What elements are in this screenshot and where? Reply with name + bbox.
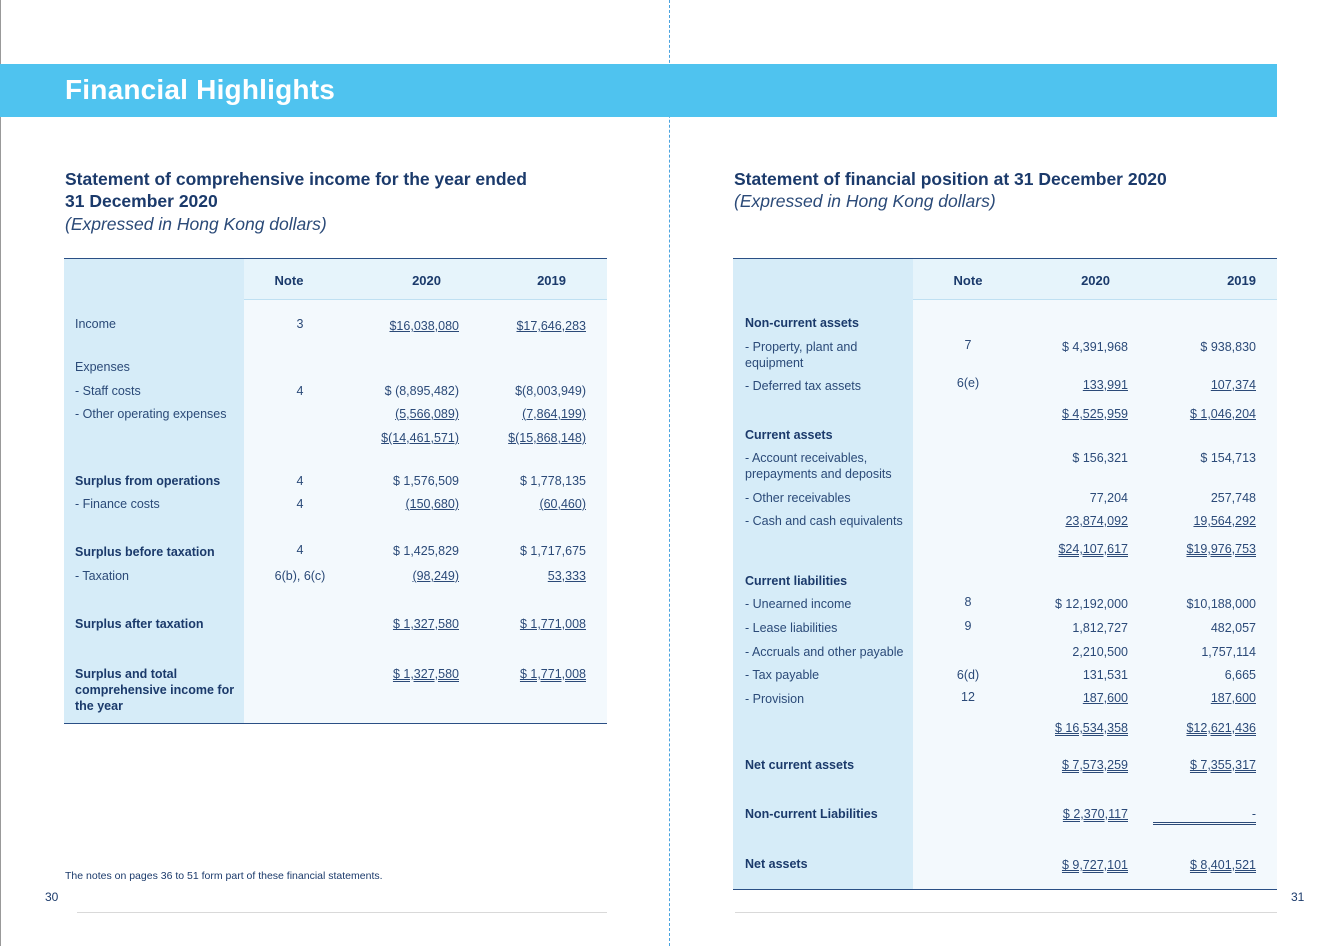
position-col-2019: 2019 xyxy=(1227,273,1256,288)
net-current-assets-label: Net current assets xyxy=(745,758,855,772)
staff-costs-note: 4 xyxy=(296,384,304,398)
provision-2020: 187,600 xyxy=(1082,691,1128,705)
cash-equivalents-label: - Cash and cash equivalents xyxy=(745,514,903,528)
cash-equivalents-2019: 19,564,292 xyxy=(1193,514,1256,528)
surplus-after-taxation-2020: $ 1,327,580 xyxy=(392,617,459,631)
income-col-note: Note xyxy=(274,273,304,288)
income-col-2020: 2020 xyxy=(412,273,441,288)
lease-liabilities-2020: 1,812,727 xyxy=(1072,621,1128,635)
current-liabilities-total-2020: $ 16,534,358 xyxy=(1055,721,1128,735)
total-comprehensive-income-2020: $ 1,327,580 xyxy=(392,667,459,681)
non-current-assets-total-2020: $ 4,525,959 xyxy=(1061,407,1128,421)
tax-payable-2019: 6,665 xyxy=(1224,668,1256,682)
other-receivables-2019: 257,748 xyxy=(1210,491,1256,505)
net-current-assets-2020: $ 7,573,259 xyxy=(1061,758,1128,772)
accruals-2020: 2,210,500 xyxy=(1072,645,1128,659)
total-comprehensive-income-2019: $ 1,771,008 xyxy=(519,667,586,681)
income-statement-subheading: (Expressed in Hong Kong dollars) xyxy=(65,214,327,234)
statement-footnote: The notes on pages 36 to 51 form part of these financial statements. xyxy=(65,870,383,882)
financial-position-heading: Statement of financial position at 31 December 2020 xyxy=(734,169,1167,189)
expenses-label: Expenses xyxy=(75,360,130,374)
ppe-2019: $ 938,830 xyxy=(1200,340,1256,354)
finance-costs-2019: (60,460) xyxy=(539,497,586,511)
net-assets-2019: $ 8,401,521 xyxy=(1189,858,1256,872)
income-col-2019: 2019 xyxy=(537,273,566,288)
taxation-note: 6(b), 6(c) xyxy=(274,569,326,583)
finance-costs-2020: (150,680) xyxy=(405,497,459,511)
taxation-label: - Taxation xyxy=(75,569,129,583)
bottom-rule-right xyxy=(735,912,1277,913)
non-current-liabilities-2020: $ 2,370,117 xyxy=(1062,807,1128,821)
position-col-note: Note xyxy=(953,273,983,288)
tax-payable-2020: 131,531 xyxy=(1082,668,1128,682)
other-receivables-2020: 77,204 xyxy=(1089,491,1128,505)
staff-costs-label: - Staff costs xyxy=(75,384,141,398)
accruals-label: - Accruals and other payable xyxy=(745,645,904,659)
tax-payable-label: - Tax payable xyxy=(745,668,820,682)
page-edge-rule xyxy=(0,0,1,946)
provision-2019: 187,600 xyxy=(1210,691,1256,705)
deferred-tax-assets-2020: 133,991 xyxy=(1082,378,1128,392)
total-expenses-2019: $(15,868,148) xyxy=(508,431,586,445)
surplus-before-taxation-label: Surplus before taxation xyxy=(75,545,215,559)
title-banner xyxy=(0,64,1277,117)
page-number-left: 30 xyxy=(45,890,59,904)
unearned-income-2019: $10,188,000 xyxy=(1186,597,1256,611)
other-operating-expenses-2020: (5,566,089) xyxy=(395,407,459,421)
account-receivables-label: - Account receivables, prepayments and deposits xyxy=(745,451,892,481)
income-statement-table xyxy=(64,258,607,724)
tax-payable-note: 6(d) xyxy=(956,668,980,682)
income-row-note: 3 xyxy=(296,317,304,331)
surplus-before-taxation-note: 4 xyxy=(296,543,304,557)
current-assets-label: Current assets xyxy=(745,428,833,442)
surplus-after-taxation-2019: $ 1,771,008 xyxy=(519,617,586,631)
current-assets-total-2019: $19,976,753 xyxy=(1186,542,1256,556)
finance-costs-label: - Finance costs xyxy=(75,497,160,511)
financial-position-table xyxy=(733,258,1277,890)
current-assets-total-2020: $24,107,617 xyxy=(1058,542,1128,556)
income-heading-line-2: 31 December 2020 xyxy=(65,191,218,211)
finance-costs-note: 4 xyxy=(296,497,304,511)
provision-label: - Provision xyxy=(745,692,805,706)
account-receivables-2019: $ 154,713 xyxy=(1200,451,1256,465)
position-col-2020: 2020 xyxy=(1081,273,1110,288)
ppe-2020: $ 4,391,968 xyxy=(1061,340,1128,354)
non-current-liabilities-2019: - xyxy=(1153,806,1256,825)
current-liabilities-total-2019: $12,621,436 xyxy=(1186,721,1256,735)
bottom-rule-left xyxy=(77,912,607,913)
surplus-from-operations-2019: $ 1,778,135 xyxy=(519,474,586,488)
other-receivables-label: - Other receivables xyxy=(745,491,851,505)
page-gutter-divider xyxy=(669,0,670,946)
non-current-assets-total-2019: $ 1,046,204 xyxy=(1189,407,1256,421)
ppe-label: - Property, plant and equipment xyxy=(745,340,858,370)
surplus-from-operations-note: 4 xyxy=(296,474,304,488)
non-current-liabilities-label: Non-current Liabilities xyxy=(745,807,878,821)
income-heading-line-1: Statement of comprehensive income for the year ended xyxy=(65,169,527,189)
net-assets-2020: $ 9,727,101 xyxy=(1061,858,1128,872)
deferred-tax-assets-label: - Deferred tax assets xyxy=(745,379,862,393)
surplus-from-operations-label: Surplus from operations xyxy=(75,474,221,488)
unearned-income-label: - Unearned income xyxy=(745,597,852,611)
lease-liabilities-2019: 482,057 xyxy=(1210,621,1256,635)
staff-costs-2020: $ (8,895,482) xyxy=(384,384,459,398)
accruals-2019: 1,757,114 xyxy=(1201,645,1256,659)
non-current-assets-label: Non-current assets xyxy=(745,316,859,330)
income-statement-heading xyxy=(65,168,527,212)
taxation-2020: (98,249) xyxy=(412,569,459,583)
income-row-2019: $17,646,283 xyxy=(516,319,586,333)
page-number-right: 31 xyxy=(1291,890,1305,904)
current-liabilities-label: Current liabilities xyxy=(745,574,848,588)
ppe-note: 7 xyxy=(964,338,972,352)
account-receivables-2020: $ 156,321 xyxy=(1072,451,1128,465)
other-operating-expenses-label: - Other operating expenses xyxy=(75,407,227,421)
page-title: Financial Highlights xyxy=(65,74,336,105)
other-operating-expenses-2019: (7,864,199) xyxy=(522,407,586,421)
surplus-from-operations-2020: $ 1,576,509 xyxy=(392,474,459,488)
provision-note: 12 xyxy=(961,690,975,704)
surplus-before-taxation-2019: $ 1,717,675 xyxy=(519,544,586,558)
net-current-assets-2019: $ 7,355,317 xyxy=(1189,758,1256,772)
cash-equivalents-2020: 23,874,092 xyxy=(1065,514,1128,528)
surplus-before-taxation-2020: $ 1,425,829 xyxy=(392,544,459,558)
total-comprehensive-income-label: Surplus and total comprehensive income for the year xyxy=(75,667,235,713)
lease-liabilities-note: 9 xyxy=(964,619,972,633)
income-row-label: Income xyxy=(75,317,116,331)
net-assets-label: Net assets xyxy=(745,857,808,871)
deferred-tax-assets-2019: 107,374 xyxy=(1210,378,1256,392)
income-row-2020: $16,038,080 xyxy=(389,319,459,333)
deferred-tax-assets-note: 6(e) xyxy=(956,376,980,390)
financial-position-subheading: (Expressed in Hong Kong dollars) xyxy=(734,191,996,211)
staff-costs-2019: $(8,003,949) xyxy=(515,384,586,398)
unearned-income-note: 8 xyxy=(964,595,972,609)
surplus-after-taxation-label: Surplus after taxation xyxy=(75,617,204,631)
unearned-income-2020: $ 12,192,000 xyxy=(1055,597,1128,611)
total-expenses-2020: $(14,461,571) xyxy=(381,431,459,445)
lease-liabilities-label: - Lease liabilities xyxy=(745,621,838,635)
taxation-2019: 53,333 xyxy=(547,569,586,583)
